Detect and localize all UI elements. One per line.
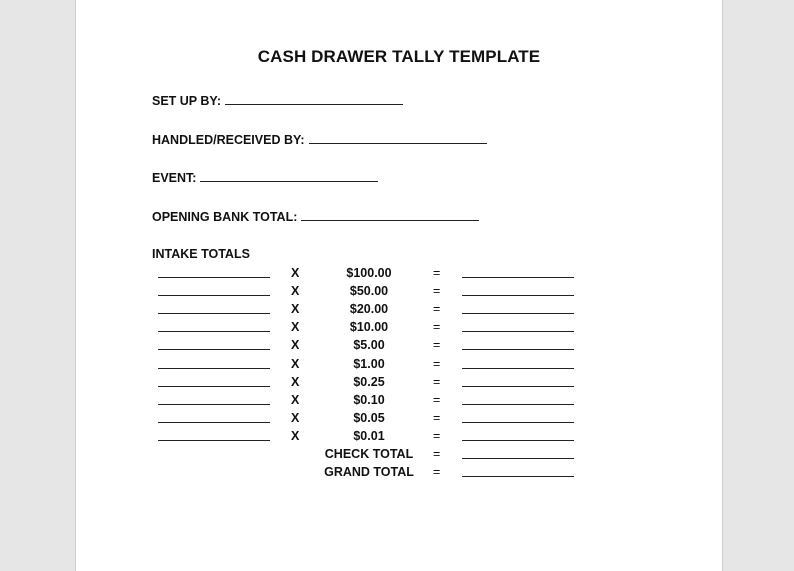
equals-sign: = xyxy=(433,429,441,443)
multiply-sign: X xyxy=(291,266,300,280)
multiply-sign: X xyxy=(291,338,300,352)
quantity-line[interactable] xyxy=(158,349,270,350)
tally-row xyxy=(76,320,722,338)
quantity-line[interactable] xyxy=(158,386,270,387)
equals-sign: = xyxy=(433,284,441,298)
tally-row xyxy=(76,375,722,393)
quantity-line[interactable] xyxy=(158,404,270,405)
denomination-label: $5.00 xyxy=(353,338,385,352)
tally-row xyxy=(76,393,722,411)
check-total-line[interactable] xyxy=(462,458,574,459)
multiply-sign: X xyxy=(291,429,300,443)
tally-row xyxy=(76,338,722,356)
tally-row xyxy=(76,411,722,429)
denomination-label: $0.05 xyxy=(353,411,385,425)
amount-line[interactable] xyxy=(462,404,574,405)
amount-line[interactable] xyxy=(462,295,574,296)
denomination-label: $0.01 xyxy=(353,429,385,443)
quantity-line[interactable] xyxy=(158,331,270,332)
quantity-line[interactable] xyxy=(158,277,270,278)
denomination-label: $100.00 xyxy=(346,266,392,280)
tally-row xyxy=(76,302,722,320)
quantity-line[interactable] xyxy=(158,368,270,369)
multiply-sign: X xyxy=(291,320,300,334)
multiply-sign: X xyxy=(291,411,300,425)
equals-sign: = xyxy=(433,266,441,280)
setup-by-field xyxy=(152,92,403,108)
opening-bank-line[interactable] xyxy=(301,208,479,221)
grand-total-label: GRAND TOTAL xyxy=(324,465,414,479)
event-label: EVENT: xyxy=(152,171,197,185)
event-line[interactable] xyxy=(200,169,378,182)
equals-sign: = xyxy=(433,338,441,352)
setup-by-label: SET UP BY: xyxy=(152,94,221,108)
handled-by-line[interactable] xyxy=(309,131,487,144)
denomination-label: $0.10 xyxy=(353,393,385,407)
equals-sign: = xyxy=(433,411,441,425)
multiply-sign: X xyxy=(291,302,300,316)
quantity-line[interactable] xyxy=(158,440,270,441)
amount-line[interactable] xyxy=(462,331,574,332)
multiply-sign: X xyxy=(291,357,300,371)
check-total-label: CHECK TOTAL xyxy=(324,447,414,461)
document-title: CASH DRAWER TALLY TEMPLATE xyxy=(257,47,541,66)
handled-by-label: HANDLED/RECEIVED BY: xyxy=(152,133,305,147)
equals-sign: = xyxy=(433,375,441,389)
denomination-label: $50.00 xyxy=(349,284,389,298)
setup-by-line[interactable] xyxy=(225,92,403,105)
tally-row xyxy=(76,266,722,284)
intake-totals-heading: INTAKE TOTALS xyxy=(152,247,250,261)
equals-sign: = xyxy=(433,320,441,334)
document-page xyxy=(75,0,723,571)
handled-by-field xyxy=(152,131,487,147)
tally-row xyxy=(76,429,722,447)
equals-sign: = xyxy=(433,465,441,479)
amount-line[interactable] xyxy=(462,440,574,441)
amount-line[interactable] xyxy=(462,313,574,314)
denomination-label: $1.00 xyxy=(353,357,385,371)
grand-total-line[interactable] xyxy=(462,476,574,477)
denomination-label: $10.00 xyxy=(349,320,389,334)
quantity-line[interactable] xyxy=(158,313,270,314)
amount-line[interactable] xyxy=(462,368,574,369)
tally-row xyxy=(76,357,722,375)
opening-bank-label: OPENING BANK TOTAL: xyxy=(152,210,298,224)
equals-sign: = xyxy=(433,302,441,316)
amount-line[interactable] xyxy=(462,277,574,278)
quantity-line[interactable] xyxy=(158,295,270,296)
denomination-label: $0.25 xyxy=(353,375,385,389)
tally-row xyxy=(76,284,722,302)
grand-total-row xyxy=(76,465,722,483)
equals-sign: = xyxy=(433,393,441,407)
equals-sign: = xyxy=(433,447,441,461)
amount-line[interactable] xyxy=(462,386,574,387)
denomination-label: $20.00 xyxy=(349,302,389,316)
check-total-row xyxy=(76,447,722,465)
multiply-sign: X xyxy=(291,393,300,407)
opening-bank-field xyxy=(152,208,479,224)
amount-line[interactable] xyxy=(462,349,574,350)
equals-sign: = xyxy=(433,357,441,371)
quantity-line[interactable] xyxy=(158,422,270,423)
event-field xyxy=(152,169,378,185)
multiply-sign: X xyxy=(291,375,300,389)
amount-line[interactable] xyxy=(462,422,574,423)
multiply-sign: X xyxy=(291,284,300,298)
